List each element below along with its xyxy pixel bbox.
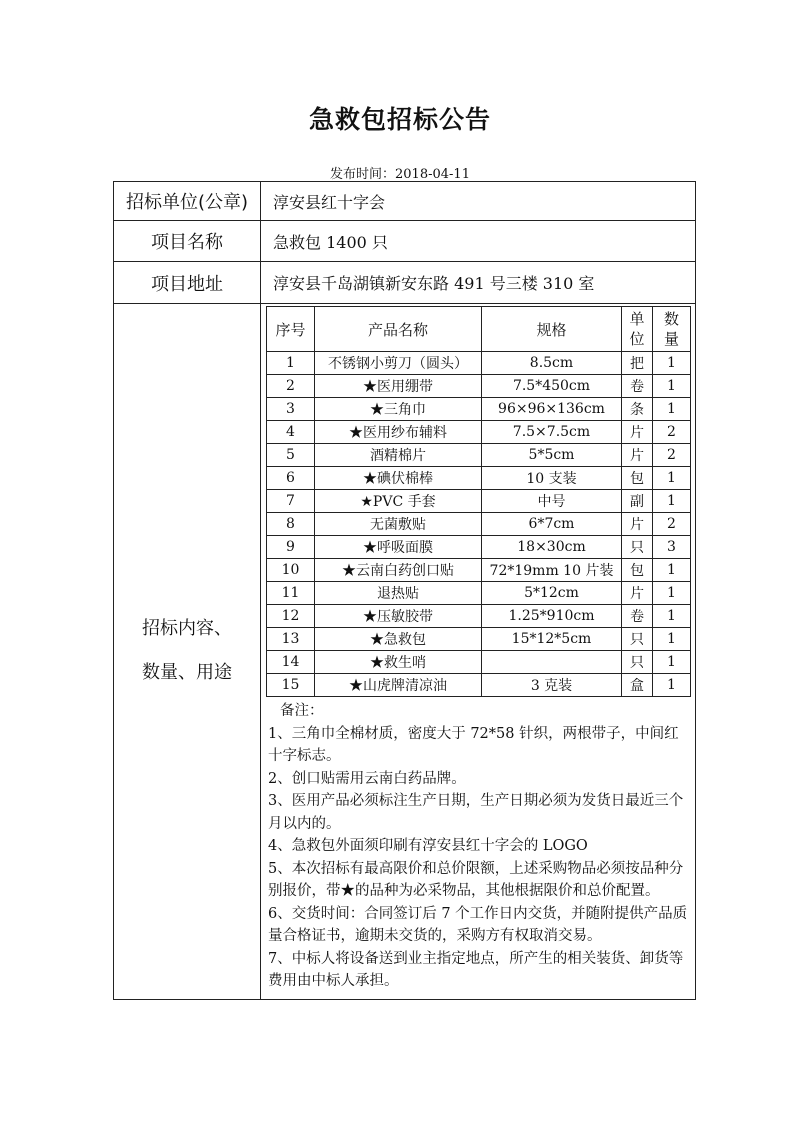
header-qty-line1: 数 [663, 310, 679, 328]
cell-spec: 5*5cm [482, 444, 622, 467]
cell-unit: 包 [622, 559, 653, 582]
project-label: 项目名称 [114, 221, 261, 262]
header-qty-line2: 量 [663, 330, 679, 348]
cell-qty: 1 [653, 628, 691, 651]
cell-seq: 15 [267, 674, 315, 697]
cell-name: 无菌敷贴 [315, 513, 482, 536]
cell-unit: 片 [622, 421, 653, 444]
cell-seq: 9 [267, 536, 315, 559]
cell-seq: 12 [267, 605, 315, 628]
cell-unit: 包 [622, 467, 653, 490]
cell-spec: 96×96×136cm [482, 398, 622, 421]
cell-name: ★急救包 [315, 628, 482, 651]
cell-qty: 1 [653, 467, 691, 490]
project-row [114, 221, 696, 262]
cell-unit: 片 [622, 582, 653, 605]
cell-unit: 片 [622, 513, 653, 536]
note-item: 3、医用产品必须标注生产日期，生产日期必须为发货日最近三个月以内的。 [268, 793, 684, 832]
cell-spec: 18×30cm [482, 536, 622, 559]
cell-seq: 10 [267, 559, 315, 582]
cell-name: ★压敏胶带 [315, 605, 482, 628]
cell-spec: 72*19mm 10 片装 [482, 559, 622, 582]
cell-unit: 只 [622, 628, 653, 651]
cell-qty: 1 [653, 651, 691, 674]
cell-unit: 卷 [622, 605, 653, 628]
header-unit-line2: 位 [629, 330, 645, 348]
header-name: 产品名称 [315, 307, 482, 352]
table-row [267, 674, 691, 697]
cell-name: ★三角巾 [315, 398, 482, 421]
address-label: 项目地址 [114, 262, 261, 304]
content-row [114, 304, 696, 1000]
cell-spec: 1.25*910cm [482, 605, 622, 628]
cell-qty: 1 [653, 605, 691, 628]
cell-qty: 2 [653, 421, 691, 444]
cell-spec: 7.5×7.5cm [482, 421, 622, 444]
tender-table [113, 181, 696, 1000]
cell-spec: 中号 [482, 490, 622, 513]
note-item: 5、本次招标有最高限价和总价限额，上述采购物品必须按品种分别报价，带★的品种为必采物品，其他根据限价和总价配置。 [268, 860, 684, 899]
table-row [267, 421, 691, 444]
table-row [267, 375, 691, 398]
cell-spec: 10 支装 [482, 467, 622, 490]
cell-seq: 8 [267, 513, 315, 536]
cell-unit: 副 [622, 490, 653, 513]
cell-name: ★救生哨 [315, 651, 482, 674]
table-row [267, 444, 691, 467]
note-item: 2、创口贴需用云南白药品牌。 [268, 770, 466, 787]
cell-name: 不锈钢小剪刀（圆头） [315, 352, 482, 375]
table-row [267, 605, 691, 628]
header-unit-line1: 单 [629, 310, 645, 328]
cell-qty: 2 [653, 513, 691, 536]
cell-spec: 5*12cm [482, 582, 622, 605]
cell-qty: 1 [653, 352, 691, 375]
cell-spec: 15*12*5cm [482, 628, 622, 651]
document-title: 急救包招标公告 [308, 105, 491, 134]
notes-section [261, 697, 695, 999]
cell-name: ★云南白药创口贴 [315, 559, 482, 582]
content-label [114, 304, 261, 1000]
cell-unit: 把 [622, 352, 653, 375]
unit-value: 淳安县红十字会 [261, 182, 696, 221]
cell-qty: 1 [653, 559, 691, 582]
content-cell [261, 304, 696, 1000]
cell-seq: 13 [267, 628, 315, 651]
cell-spec: 3 克装 [482, 674, 622, 697]
table-row [267, 513, 691, 536]
header-seq: 序号 [267, 307, 315, 352]
cell-qty: 3 [653, 536, 691, 559]
items-header-row [267, 307, 691, 352]
cell-name: 退热贴 [315, 582, 482, 605]
items-table [266, 306, 691, 697]
cell-qty: 1 [653, 398, 691, 421]
address-row [114, 262, 696, 304]
project-value: 急救包 1400 只 [261, 221, 696, 262]
cell-seq: 2 [267, 375, 315, 398]
header-spec: 规格 [482, 307, 622, 352]
cell-spec: 6*7cm [482, 513, 622, 536]
table-row [267, 352, 691, 375]
cell-seq: 3 [267, 398, 315, 421]
table-row [267, 467, 691, 490]
cell-seq: 11 [267, 582, 315, 605]
table-row [267, 628, 691, 651]
cell-unit: 只 [622, 536, 653, 559]
cell-seq: 1 [267, 352, 315, 375]
cell-spec [482, 651, 622, 674]
unit-row [114, 182, 696, 221]
cell-qty: 1 [653, 674, 691, 697]
table-row [267, 582, 691, 605]
table-row [267, 398, 691, 421]
cell-seq: 7 [267, 490, 315, 513]
cell-unit: 条 [622, 398, 653, 421]
cell-qty: 1 [653, 582, 691, 605]
cell-seq: 6 [267, 467, 315, 490]
cell-name: ★医用纱布辅料 [315, 421, 482, 444]
cell-spec: 7.5*450cm [482, 375, 622, 398]
cell-unit: 卷 [622, 375, 653, 398]
publish-date: 发布时间：2018-04-11 [330, 167, 470, 182]
header-unit [622, 307, 653, 352]
cell-name: ★医用绷带 [315, 375, 482, 398]
cell-seq: 4 [267, 421, 315, 444]
cell-seq: 5 [267, 444, 315, 467]
cell-name: 酒精棉片 [315, 444, 482, 467]
cell-unit: 片 [622, 444, 653, 467]
content-label-line1: 招标内容、 [142, 618, 232, 640]
address-value: 淳安县千岛湖镇新安东路 491 号三楼 310 室 [261, 262, 696, 304]
cell-unit: 只 [622, 651, 653, 674]
cell-unit: 盒 [622, 674, 653, 697]
cell-qty: 1 [653, 490, 691, 513]
note-item: 6、交货时间：合同签订后 7 个工作日内交货，并随附提供产品质量合格证书，逾期未交货的，采购方有权取消交易。 [268, 905, 688, 944]
unit-label: 招标单位(公章) [114, 182, 261, 221]
table-row [267, 490, 691, 513]
header-qty [653, 307, 691, 352]
cell-spec: 8.5cm [482, 352, 622, 375]
cell-seq: 14 [267, 651, 315, 674]
note-item: 7、中标人将设备送到业主指定地点，所产生的相关装货、卸货等费用由中标人承担。 [268, 950, 684, 989]
cell-name: ★碘伏棉棒 [315, 467, 482, 490]
notes-heading: 备注： [280, 703, 324, 719]
table-row [267, 651, 691, 674]
cell-name: ★山虎牌清凉油 [315, 674, 482, 697]
cell-name: ★呼吸面膜 [315, 536, 482, 559]
note-item: 1、三角巾全棉材质，密度大于 72*58 针织，两根带子，中间红十字标志。 [268, 725, 679, 764]
cell-qty: 1 [653, 375, 691, 398]
cell-name: ★PVC 手套 [315, 490, 482, 513]
cell-qty: 2 [653, 444, 691, 467]
content-label-line2: 数量、用途 [142, 662, 232, 684]
table-row [267, 536, 691, 559]
table-row [267, 559, 691, 582]
note-item: 4、急救包外面须印刷有淳安县红十字会的 LOGO [268, 838, 588, 854]
